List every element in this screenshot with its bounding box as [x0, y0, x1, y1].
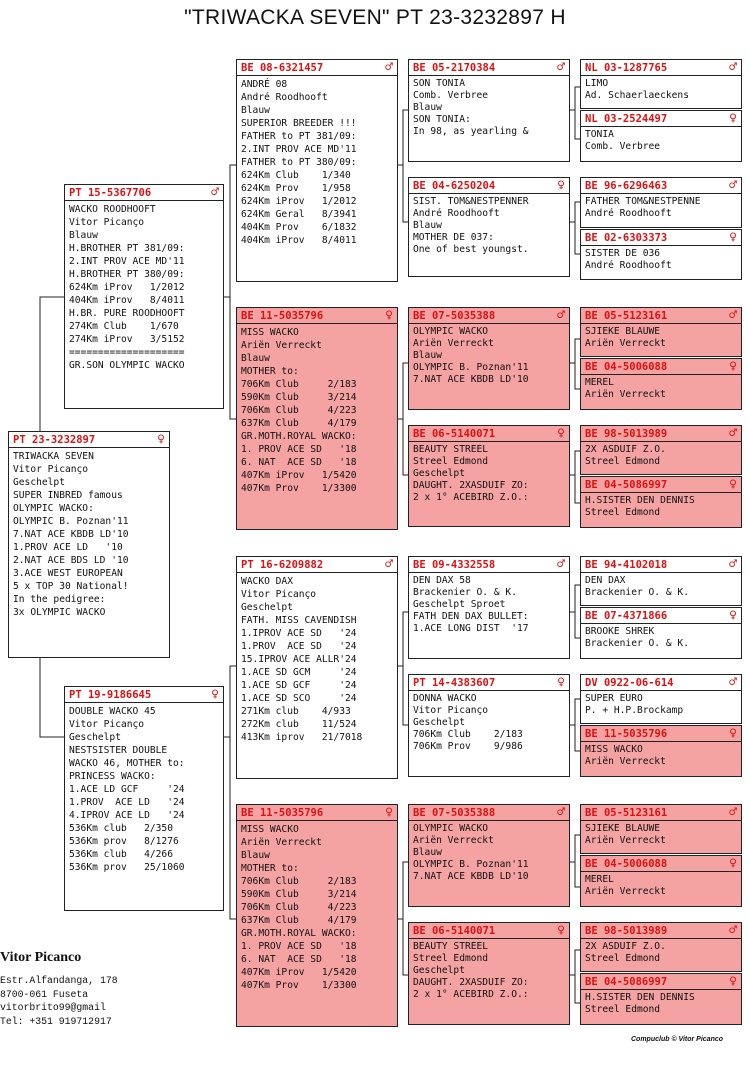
pedigree-card-dam-sire[interactable]: [236, 556, 398, 779]
card-line: BEAUTY STREEL: [413, 444, 489, 455]
pedigree-card-gen4[interactable]: [580, 556, 742, 606]
ring-number: BE 02-6303373: [585, 232, 668, 244]
female-icon: ♀: [157, 432, 165, 447]
pedigree-card-gen3[interactable]: [408, 59, 570, 162]
ring-number: BE 08-6321457: [241, 62, 324, 74]
card-line: 407Km Prov 1/3300: [241, 483, 357, 494]
card-line: 2X ASDUIF Z.O.: [585, 941, 666, 952]
card-line: OLYMPIC B. Poznan'11: [13, 516, 129, 527]
footer-credit: Compuclub © Vitor Picanco: [631, 1036, 724, 1043]
card-line: Ariën Verreckt: [585, 389, 666, 401]
ring-number: BE 11-5035796: [585, 728, 668, 740]
card-line: Vitor Picanço: [413, 705, 489, 717]
card-line: Ariën Verreckt: [585, 338, 666, 350]
ring-number: NL 03-1287765: [585, 62, 668, 74]
card-line: Ariën Verreckt: [413, 835, 494, 847]
card-line: ====================: [69, 347, 185, 358]
card-line: Blauw: [241, 105, 270, 116]
pedigree-card-gen3[interactable]: [408, 922, 570, 1025]
card-line: 2X ASDUIF Z.O.: [585, 444, 666, 455]
card-line: Vitor Picanço: [69, 217, 145, 228]
card-line: 1. PROV ACE SD '18: [241, 941, 357, 952]
male-icon: ♂: [729, 426, 737, 441]
card-line: Blauw: [241, 850, 270, 861]
card-line: 590Km Club 3/214: [241, 392, 357, 403]
card-line: SON TONIA:: [413, 114, 471, 126]
card-line: 407Km iProv 1/5420: [241, 470, 357, 481]
card-line: FATHER to PT 380/09:: [241, 157, 357, 168]
card-line: BEAUTY STREEL: [413, 941, 489, 952]
card-line: DAUGHT. 2XASDUIF ZO:: [413, 977, 529, 989]
card-line: 1.PROV ACE LD '24: [69, 797, 185, 808]
card-line: 2 x 1° ACEBIRD Z.O.:: [413, 989, 529, 1001]
card-line: Blauw: [241, 353, 270, 364]
female-icon: ♀: [385, 805, 393, 820]
ring-number: BE 05-5123161: [585, 310, 668, 322]
breeder-postcode: 8700-061 Fuseta: [0, 988, 89, 1000]
card-line: 624Km iProv 1/2012: [69, 282, 185, 293]
ring-number: BE 11-5035796: [241, 310, 324, 322]
ring-number: BE 07-5035388: [413, 310, 496, 322]
male-icon: ♂: [557, 308, 565, 323]
card-line: André Roodhooft: [241, 92, 328, 103]
card-line: 624Km iProv 1/2012: [241, 196, 357, 207]
card-line: 536Km club 2/350: [69, 823, 173, 834]
card-line: Geschelpt Sproet: [413, 599, 506, 611]
card-line: Blauw: [413, 350, 442, 362]
ring-number: BE 98-5013989: [585, 925, 668, 937]
pedigree-card-gen3[interactable]: [408, 674, 570, 777]
breeder-address: Estr.Alfandanga, 178: [0, 975, 118, 986]
card-line: 5 x TOP 30 National!: [13, 581, 129, 592]
card-line: Ad. Schaerlaeckens: [585, 90, 689, 102]
ring-number: BE 04-5006088: [585, 858, 668, 870]
pedigree-card-gen4[interactable]: [580, 973, 742, 1025]
page-title: "TRIWACKA SEVEN" PT 23-3232897 H: [184, 6, 566, 29]
ring-number: BE 11-5035796: [241, 807, 324, 819]
card-line: 272Km club 11/524: [241, 719, 357, 730]
ring-number: BE 06-5140071: [413, 428, 496, 440]
card-line: Ariën Verreckt: [585, 756, 666, 768]
card-line: 404Km iProv 8/4011: [241, 235, 357, 246]
ring-number: BE 04-5086997: [585, 479, 668, 491]
card-line: Streel Edmond: [585, 1004, 661, 1016]
card-line: TRIWACKA SEVEN: [13, 451, 94, 462]
card-line: In 98, as yearling &: [413, 126, 529, 138]
card-line: P. + H.P.Brockamp: [585, 705, 684, 717]
card-line: 1.PROV ACE SD '24: [241, 641, 357, 652]
male-icon: ♂: [729, 178, 737, 193]
card-line: 407Km Prov 1/3300: [241, 980, 357, 991]
card-line: 1.ACE SD SCO '24: [241, 693, 357, 704]
card-line: 4.IPROV ACE LD '24: [69, 810, 185, 821]
card-line: Comb. Verbree: [585, 141, 661, 153]
pedigree-card-gen4[interactable]: [580, 476, 742, 528]
male-icon: ♂: [729, 923, 737, 938]
card-line: OLYMPIC B. Poznan'11: [413, 859, 529, 871]
card-line: Blauw: [413, 102, 442, 114]
card-line: 1.ACE LONG DIST '17: [413, 623, 529, 635]
card-line: SJIEKE BLAUWE: [585, 326, 661, 337]
card-line: 6. NAT ACE SD '18: [241, 457, 357, 468]
female-icon: ♀: [557, 178, 565, 193]
card-line: H.BROTHER PT 380/09:: [69, 269, 185, 280]
pedigree-card-gen3[interactable]: [408, 177, 570, 277]
card-line: OLYMPIC WACKO:: [13, 503, 94, 514]
pedigree-card-gen4[interactable]: [580, 855, 742, 907]
card-line: 1.ACE SD GCM '24: [241, 667, 357, 678]
card-line: 2.INT PROV ACE MD'11: [69, 256, 185, 267]
pedigree-card-sire-sire[interactable]: [236, 59, 398, 282]
card-line: 404Km Prov 6/1832: [241, 222, 357, 233]
card-line: SUPER INBRED famous: [13, 490, 123, 501]
male-icon: ♂: [557, 805, 565, 820]
card-line: 3x OLYMPIC WACKO: [13, 607, 106, 618]
ring-number: BE 09-4332558: [413, 559, 496, 571]
card-line: WACKO DAX: [241, 576, 293, 587]
male-icon: ♂: [385, 60, 393, 75]
card-line: 624Km Prov 1/958: [241, 183, 351, 194]
card-line: Ariën Verreckt: [413, 338, 494, 350]
card-line: MEREL: [585, 874, 614, 885]
pedigree-card-gen3[interactable]: [408, 425, 570, 527]
card-line: DAUGHT. 2XASDUIF ZO:: [413, 480, 529, 492]
card-line: 624Km Geral 8/3941: [241, 209, 357, 220]
card-line: GR.MOTH.ROYAL WACKO:: [241, 928, 357, 939]
card-line: 7.NAT ACE KBDB LD'10: [413, 871, 529, 883]
card-line: Comb. Verbree: [413, 90, 489, 102]
card-line: Streel Edmond: [413, 456, 489, 468]
card-line: 274Km Club 1/670: [69, 321, 179, 332]
card-line: André Roodhooft: [413, 208, 500, 220]
female-icon: ♀: [729, 477, 737, 492]
card-line: Geschelpt: [69, 732, 121, 743]
pedigree-card-gen4[interactable]: [580, 922, 742, 972]
male-icon: ♂: [729, 557, 737, 572]
male-icon: ♂: [729, 60, 737, 75]
female-icon: ♀: [729, 608, 737, 623]
card-line: 536Km club 4/266: [69, 849, 173, 860]
pedigree-card-gen3[interactable]: [408, 556, 570, 659]
male-icon: ♂: [729, 675, 737, 690]
card-line: Streel Edmond: [585, 953, 661, 965]
card-line: GR.MOTH.ROYAL WACKO:: [241, 431, 357, 442]
card-line: GR.SON OLYMPIC WACKO: [69, 360, 185, 371]
card-line: SJIEKE BLAUWE: [585, 823, 661, 834]
card-line: 7.NAT ACE KBDB LD'10: [413, 374, 529, 386]
card-line: WACKO ROODHOOFT: [69, 204, 156, 215]
card-line: SON TONIA: [413, 78, 465, 89]
breeder-contact: [0, 950, 230, 1028]
card-line: 536Km prov 8/1276: [69, 836, 179, 847]
card-line: 2.INT PROV ACE MD'11: [241, 144, 357, 155]
pedigree-card-gen4[interactable]: [580, 804, 742, 854]
card-line: SUPERIOR BREEDER !!!: [241, 118, 357, 129]
ring-number: NL 03-2524497: [585, 113, 668, 125]
card-line: OLYMPIC WACKO: [413, 326, 489, 337]
card-line: 706Km Club 2/183: [241, 876, 357, 887]
pedigree-card-gen4[interactable]: [580, 607, 742, 659]
card-line: SISTER DE 036: [585, 248, 661, 259]
card-line: 274Km iProv 3/5152: [69, 334, 185, 345]
pedigree-card-subject[interactable]: [8, 431, 170, 658]
ring-number: BE 96-6296463: [585, 180, 668, 192]
card-line: DEN DAX 58: [413, 575, 471, 586]
card-line: DONNA WACKO: [413, 693, 477, 704]
card-line: SIST. TOM&NESTPENNER: [413, 196, 529, 207]
pedigree-card-gen4[interactable]: [580, 358, 742, 410]
pedigree-card-gen4[interactable]: [580, 177, 742, 228]
card-line: 706Km Club 4/223: [241, 405, 357, 416]
card-line: One of best youngst.: [413, 244, 529, 256]
card-line: H.BROTHER PT 381/09:: [69, 243, 185, 254]
card-line: 590Km Club 3/214: [241, 889, 357, 900]
card-line: Ariën Verreckt: [241, 340, 322, 351]
card-line: Blauw: [69, 230, 98, 241]
pedigree-card-dam[interactable]: [64, 686, 224, 911]
female-icon: ♀: [211, 687, 219, 702]
card-line: H.SISTER DEN DENNIS: [585, 992, 695, 1003]
card-line: DEN DAX: [585, 575, 626, 586]
ring-number: PT 14-4383607: [413, 677, 496, 689]
card-line: ANDRÉ 08: [241, 79, 288, 90]
card-line: 637Km Club 4/179: [241, 915, 357, 926]
card-line: 1.IPROV ACE SD '24: [241, 628, 357, 639]
female-icon: ♀: [729, 111, 737, 126]
card-line: MOTHER to:: [241, 366, 299, 377]
female-icon: ♀: [385, 308, 393, 323]
card-line: OLYMPIC WACKO: [413, 823, 489, 834]
female-icon: ♀: [729, 230, 737, 245]
card-line: 407Km iProv 1/5420: [241, 967, 357, 978]
female-icon: ♀: [557, 426, 565, 441]
pedigree-card-gen3[interactable]: [408, 804, 570, 907]
card-line: Ariën Verreckt: [585, 835, 666, 847]
card-line: 7.NAT ACE KBDB LD'10: [13, 529, 129, 540]
card-line: MOTHER DE 037:: [413, 232, 494, 244]
card-line: 2 x 1° ACEBIRD Z.O.:: [413, 492, 529, 504]
pedigree-card-gen4[interactable]: [580, 674, 742, 724]
ring-number: PT 19-9186645: [69, 689, 152, 701]
card-line: Vitor Picanço: [241, 589, 317, 600]
breeder-name: Vitor Picanco: [0, 950, 82, 965]
card-line: MOTHER to:: [241, 863, 299, 874]
card-line: MISS WACKO: [585, 744, 643, 755]
card-line: Geschelpt: [413, 468, 465, 480]
pedigree-card-sire[interactable]: [64, 184, 224, 409]
card-line: 2.NAT ACE BDS LD '10: [13, 555, 129, 566]
female-icon: ♀: [729, 974, 737, 989]
card-line: Streel Edmond: [585, 507, 661, 519]
ring-number: BE 04-5006088: [585, 361, 668, 373]
card-line: Geschelpt: [413, 717, 465, 729]
ring-number: BE 07-4371866: [585, 610, 668, 622]
card-line: TONIA: [585, 129, 614, 140]
card-line: 706Km Prov 9/986: [413, 741, 523, 753]
male-icon: ♂: [557, 60, 565, 75]
pedigree-card-gen4[interactable]: [580, 307, 742, 357]
female-icon: ♀: [557, 675, 565, 690]
female-icon: ♀: [557, 923, 565, 938]
card-line: In the pedigree:: [13, 594, 106, 605]
pedigree-card-gen4[interactable]: [580, 425, 742, 475]
card-line: Brackenier O. & K.: [585, 638, 689, 650]
ring-number: DV 0922-06-614: [585, 677, 674, 689]
pedigree-card-gen3[interactable]: [408, 307, 570, 410]
card-line: Geschelpt: [13, 477, 65, 488]
card-line: Ariën Verreckt: [241, 837, 322, 848]
pedigree-card-gen4[interactable]: [580, 229, 742, 280]
breeder-phone: Tel: +351 919712917: [0, 1015, 112, 1027]
female-icon: ♀: [729, 856, 737, 871]
card-line: 1.ACE LD GCF '24: [69, 784, 185, 795]
female-icon: ♀: [729, 359, 737, 374]
male-icon: ♂: [729, 805, 737, 820]
card-line: Streel Edmond: [585, 456, 661, 468]
card-line: 1.ACE SD GCF '24: [241, 680, 357, 691]
card-line: 624Km Club 1/340: [241, 170, 351, 181]
male-icon: ♂: [557, 557, 565, 572]
card-line: 3.ACE WEST EUROPEAN: [13, 568, 123, 579]
ring-number: BE 07-5035388: [413, 807, 496, 819]
card-line: FATHER TOM&NESTPENNE: [585, 196, 701, 207]
card-line: 706Km Club 2/183: [241, 379, 357, 390]
card-line: 536Km prov 25/1060: [69, 862, 185, 873]
ring-number: PT 23-3232897: [13, 434, 96, 446]
card-line: OLYMPIC B. Poznan'11: [413, 362, 529, 374]
card-line: 637Km Club 4/179: [241, 418, 357, 429]
card-line: MISS WACKO: [241, 327, 299, 338]
card-line: Brackenier O. & K.: [413, 587, 517, 599]
card-line: André Roodhooft: [585, 208, 672, 220]
pedigree-card-gen4[interactable]: [580, 110, 742, 162]
card-line: 1.PROV ACE LD '10: [13, 542, 123, 553]
card-line: LIMO: [585, 78, 609, 89]
card-line: 6. NAT ACE SD '18: [241, 954, 357, 965]
male-icon: ♂: [211, 185, 219, 200]
card-line: Geschelpt: [413, 965, 465, 977]
card-line: 15.IPROV ACE ALLR'24: [241, 654, 357, 665]
card-line: H.SISTER DEN DENNIS: [585, 495, 695, 506]
card-line: Brackenier O. & K.: [585, 587, 689, 599]
card-line: MEREL: [585, 377, 614, 388]
ring-number: PT 16-6209882: [241, 559, 324, 571]
card-line: 413Km iprov 21/7018: [241, 732, 363, 743]
card-line: Ariën Verreckt: [585, 886, 666, 898]
ring-number: BE 06-5140071: [413, 925, 496, 937]
card-line: 404Km iProv 8/4011: [69, 295, 185, 306]
breeder-email: vitorbrito99@gmail: [0, 1002, 106, 1013]
pedigree-card-gen4[interactable]: [580, 725, 742, 777]
card-line: Blauw: [413, 847, 442, 859]
male-icon: ♂: [729, 308, 737, 323]
ring-number: BE 98-5013989: [585, 428, 668, 440]
card-line: FATH. MISS CAVENDISH: [241, 615, 357, 626]
card-line: 706Km Club 2/183: [413, 729, 523, 741]
ring-number: BE 04-6250204: [413, 180, 496, 192]
card-line: André Roodhooft: [585, 260, 672, 272]
card-line: Geschelpt: [241, 602, 293, 613]
card-line: WACKO 46, MOTHER to:: [69, 758, 185, 769]
card-line: Streel Edmond: [413, 953, 489, 965]
card-line: DOUBLE WACKO 45: [69, 706, 156, 717]
card-line: NESTSISTER DOUBLE: [69, 745, 168, 756]
card-line: PRINCESS WACKO:: [69, 771, 156, 782]
card-line: FATHER to PT 381/09:: [241, 131, 357, 142]
card-line: FATH DEN DAX BULLET:: [413, 611, 529, 623]
card-line: 1. PROV ACE SD '18: [241, 444, 357, 455]
male-icon: ♂: [385, 557, 393, 572]
card-line: MISS WACKO: [241, 824, 299, 835]
ring-number: BE 05-5123161: [585, 807, 668, 819]
ring-number: BE 05-2170384: [413, 62, 496, 74]
card-line: Vitor Picanço: [69, 719, 145, 730]
card-line: SUPER EURO: [585, 693, 643, 704]
ring-number: BE 04-5086997: [585, 976, 668, 988]
card-line: Vitor Picanço: [13, 464, 89, 475]
card-line: 706Km Club 4/223: [241, 902, 357, 913]
pedigree-card-dam-dam[interactable]: [236, 804, 398, 1027]
card-line: BROOKE SHREK: [585, 626, 655, 637]
card-line: Blauw: [413, 220, 442, 232]
pedigree-card-gen4[interactable]: [580, 59, 742, 109]
female-icon: ♀: [729, 726, 737, 741]
card-line: H.BR. PURE ROODHOOFT: [69, 308, 185, 319]
card-line: 271Km club 4/933: [241, 706, 351, 717]
pedigree-card-sire-dam[interactable]: [236, 307, 398, 530]
ring-number: BE 94-4102018: [585, 559, 668, 571]
ring-number: PT 15-5367706: [69, 187, 152, 199]
